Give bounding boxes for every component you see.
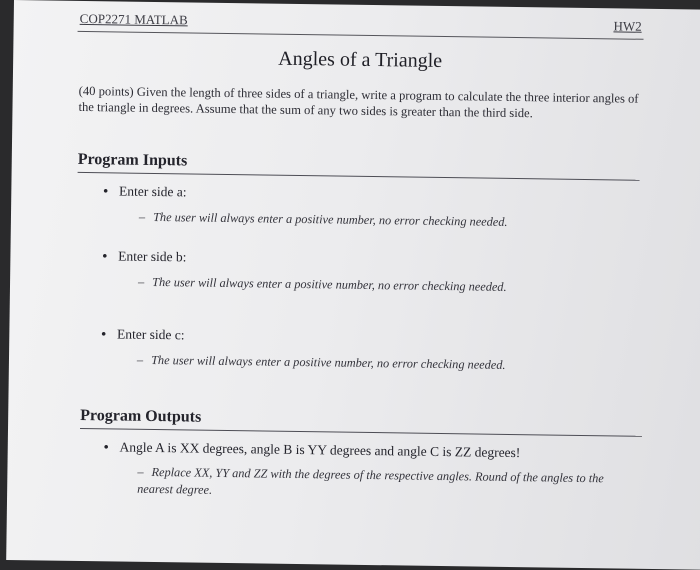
assignment-label: HW2 xyxy=(613,18,642,34)
page-title: Angles of a Triangle xyxy=(278,47,443,72)
bullet-icon: • xyxy=(103,439,109,455)
output-note xyxy=(137,464,637,505)
output-note-text: Replace XX, YY and ZZ with the degrees of the respective angles. Round of the angles to the nearest degree. xyxy=(137,464,604,497)
input-note-a xyxy=(139,210,508,230)
input-note-a-text: The user will always enter a positive number, no error checking needed. xyxy=(153,209,508,229)
input-item-a xyxy=(103,183,186,200)
document-page xyxy=(6,0,700,570)
inputs-heading: Program Inputs xyxy=(78,151,640,181)
input-label-c: Enter side c: xyxy=(116,326,185,343)
dash-icon: – xyxy=(137,464,144,479)
dash-icon: – xyxy=(138,209,146,224)
output-label: Angle A is XX degrees, angle B is YY degrees and angle C is ZZ degrees! xyxy=(119,439,521,461)
input-item-b xyxy=(102,248,186,265)
bullet-icon: • xyxy=(102,248,108,264)
input-item-c xyxy=(101,326,184,343)
dash-icon: – xyxy=(137,274,145,289)
page-header xyxy=(78,7,644,40)
input-note-b-text: The user will always enter a positive number, no error checking needed. xyxy=(152,274,507,294)
input-label-b: Enter side b: xyxy=(118,248,187,265)
input-label-a: Enter side a: xyxy=(118,183,187,200)
dash-icon: – xyxy=(136,352,144,367)
outputs-heading: Program Outputs xyxy=(80,407,642,437)
input-note-b xyxy=(138,275,507,295)
input-note-c-text: The user will always enter a positive number, no error checking needed. xyxy=(151,352,506,372)
input-note-c xyxy=(137,353,506,373)
problem-description: (40 points) Given the length of three sides of a triangle, write a program to calculate the three interior angles of the triangle in degrees. Assume that the sum of any two sides is greater than the third side. xyxy=(78,83,639,121)
output-item xyxy=(104,439,521,461)
bullet-icon: • xyxy=(101,326,107,342)
course-name: COP2271 MATLAB xyxy=(79,10,188,28)
bullet-icon: • xyxy=(103,183,109,199)
